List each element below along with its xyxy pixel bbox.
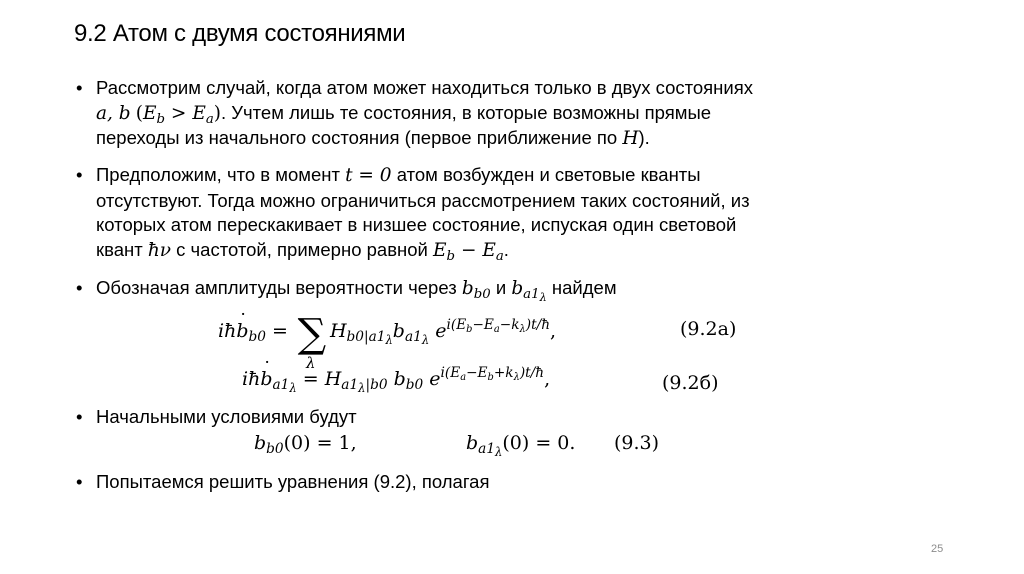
bullet-dot: • [76, 77, 83, 98]
equation-9-3-second: $b_{a1_\lambda}(0) = 0$. [466, 432, 576, 459]
bullet-dot: • [76, 406, 83, 427]
slide-title: 9.2 Атом с двумя состояниями [74, 20, 406, 47]
equation-9-2b: iħ˙ $b_{a1_\lambda} = H_{a1_\lambda|b0}$ $b_{b0}$ $e^{i(E_a-E_b+k_\lambda)t/ħ}$, [242, 368, 550, 390]
bullet-dot: • [76, 471, 83, 492]
bullet-dot: • [76, 277, 83, 298]
bullet-two-states [76, 76, 896, 152]
bullet-amplitudes [76, 276, 896, 302]
equation-9-3: $b_{b0}(0) = 1$, [254, 432, 357, 458]
page-number: 25 [931, 543, 944, 555]
equation-9-2a: iħ˙ $b_{b0}$ = ∑ λ $H_{b0|a1_\lambda}b_{a1_\lambda}$ $e^{i(E_b-E_a-k_\lambda)t/ħ}$, [218, 314, 556, 354]
equation-label-9-2b: (9.2б) [662, 372, 719, 394]
math-states: a, b [96, 102, 131, 124]
summation-symbol: ∑ λ [297, 311, 327, 372]
bullet-solve [76, 470, 896, 495]
bullet-initial-conditions [76, 405, 896, 430]
bullet-initial-excited [76, 163, 896, 263]
bullet-text: Начальными условиями будут [96, 406, 357, 427]
equation-label-9-2a: (9.2a) [680, 318, 737, 340]
bullet-text: Рассмотрим случай, когда атом может находиться только в двух состояниях a, b $(E_b > E_a)$. Учтем лишь те состояния, в которые возможны прямые переходы из начального состояния (первое приближение по H). [96, 77, 753, 149]
bullet-text: Обозначая амплитуды вероятности через $b_{b0}$ и $b_{a1_\lambda}$ найдем [96, 277, 617, 304]
equation-label-9-3: (9.3) [614, 432, 660, 454]
bullet-dot: • [76, 164, 83, 185]
bullet-text: Попытаемся решить уравнения (9.2), полагая [96, 471, 490, 492]
bullet-text: Предположим, что в момент t = 0 атом возбужден и световые кванты отсутствуют. Тогда можно ограничиться рассмотрением таких состояний, из которых атом перескакивает в низшее состояние, испуская один световой квант ħν с частотой, примерно равной $E_b - E_a$. [96, 164, 750, 264]
